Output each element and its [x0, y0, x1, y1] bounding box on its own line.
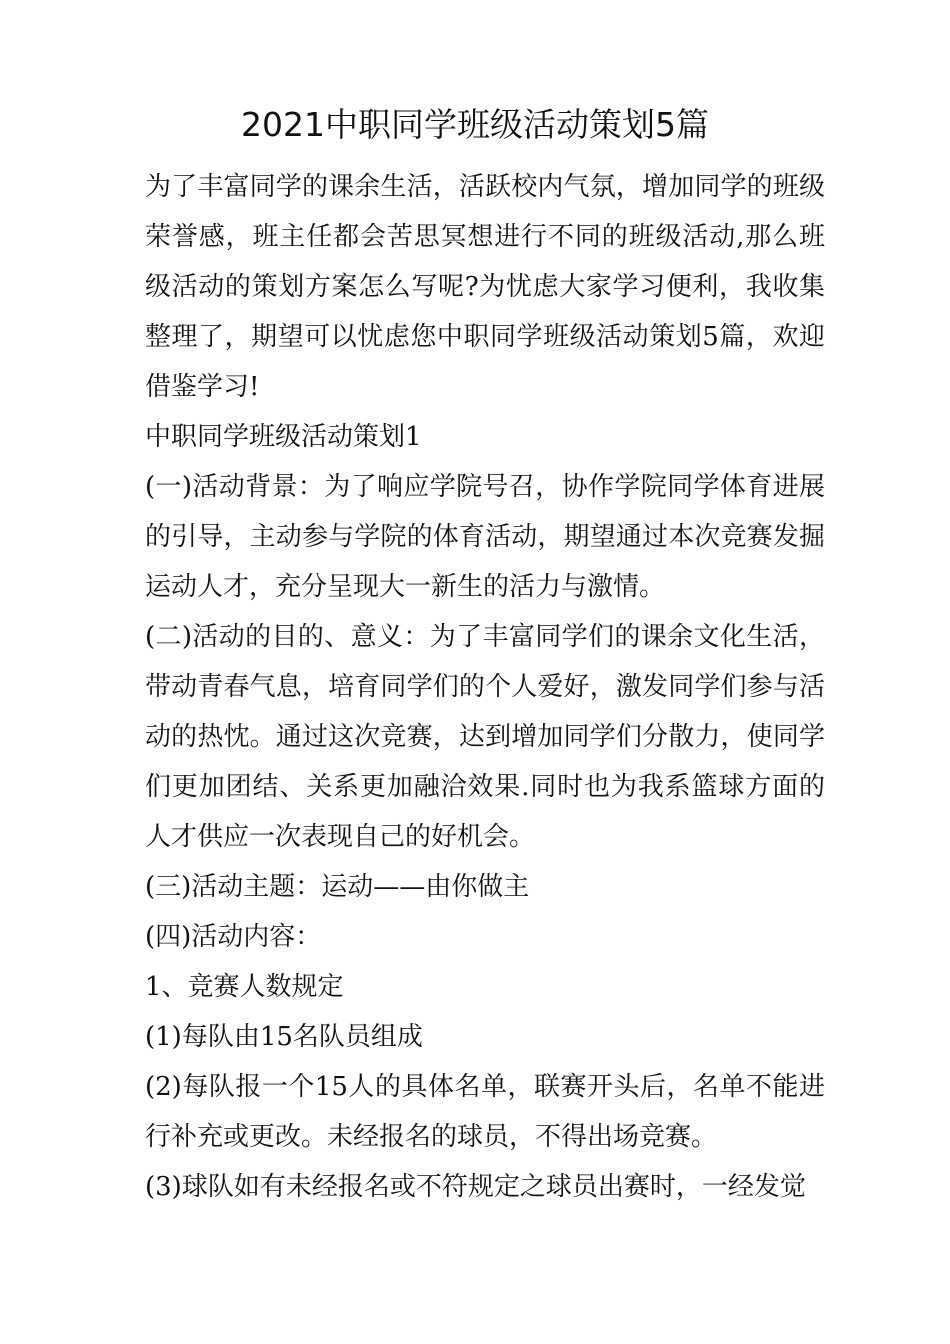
- paragraph-rule-3: (3)球队如有未经报名或不符规定之球员出赛时，一经发觉: [145, 1172, 806, 1202]
- paragraph-content-heading: (四)活动内容：: [145, 922, 322, 952]
- paragraph-rule-1: (1)每队由15名队员组成: [145, 1022, 423, 1052]
- paragraph-purpose: (二)活动的目的、意义：为了丰富同学们的课余文化生活，带动青春气息，培育同学们的个人爱好，激发同学们参与活动的热忱。通过这次竞赛，达到增加同学们分散力，使同学们更加团结、关系更加融洽效果.同时也为我系篮球方面的人才供应一次表现自己的好机会。: [145, 622, 825, 852]
- document-title: 2021中职同学班级活动策划5篇: [241, 105, 709, 144]
- paragraph-rule-heading: 1、竞赛人数规定: [145, 972, 344, 1002]
- paragraph-background: (一)活动背景：为了响应学院号召，协作学院同学体育进展的引导，主动参与学院的体育活动，期望通过本次竞赛发掘运动人才，充分呈现大一新生的活力与激情。: [145, 472, 825, 602]
- intro-paragraph: 为了丰富同学的课余生活，活跃校内气氛，增加同学的班级荣誉感，班主任都会苦思冥想进行不同的班级活动,那么班级活动的策划方案怎么写呢?为忧虑大家学习便利，我收集整理了，期望可以忧虑您中职同学班级活动策划5篇，欢迎借鉴学习!: [145, 172, 825, 402]
- paragraph-theme: (三)活动主题：运动——由你做主: [145, 872, 530, 902]
- section-heading: 中职同学班级活动策划1: [145, 422, 422, 452]
- paragraph-rule-2: (2)每队报一个15人的具体名单，联赛开头后，名单不能进行补充或更改。未经报名的球员，不得出场竞赛。: [145, 1072, 825, 1152]
- document-body: [145, 162, 825, 1212]
